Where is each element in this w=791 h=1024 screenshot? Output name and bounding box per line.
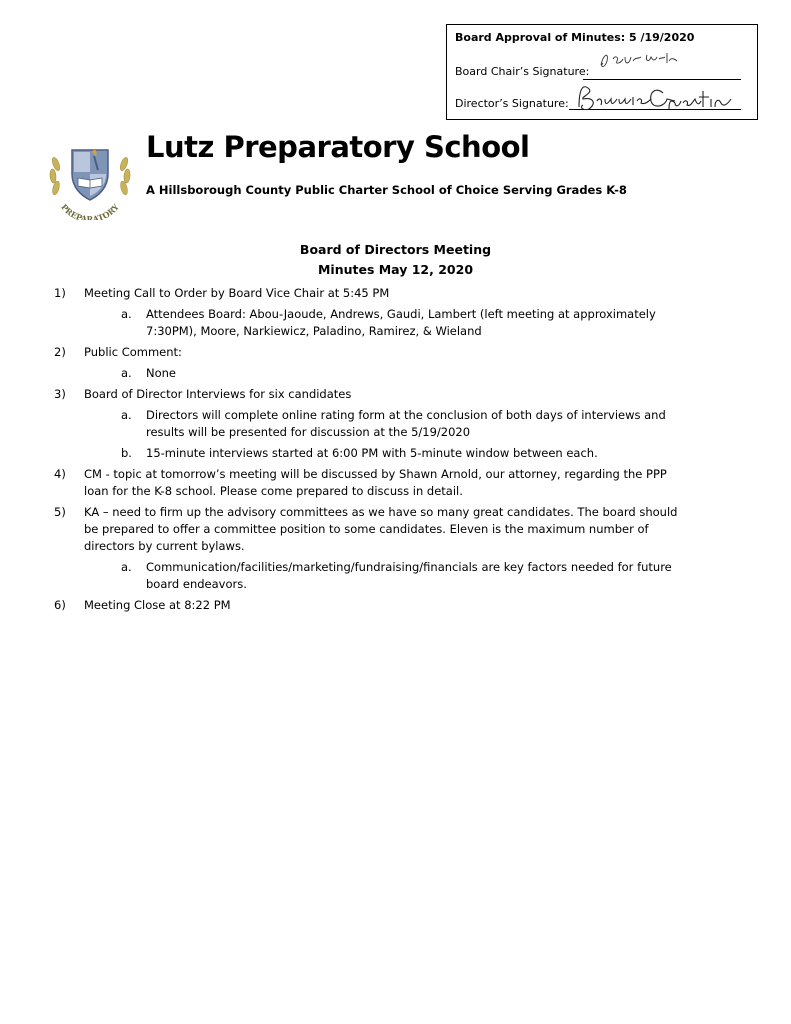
- item-number: 4): [54, 467, 66, 481]
- subitem-letter: b.: [121, 446, 132, 460]
- school-subtitle: A Hillsborough County Public Charter School of Choice Serving Grades K-8: [146, 183, 627, 197]
- item-number: 5): [54, 505, 66, 519]
- subitem-letter: a.: [121, 307, 132, 321]
- minutes-subitem: [0, 559, 791, 593]
- item-number: 3): [54, 387, 66, 401]
- minutes-item: [0, 344, 791, 361]
- chair-signature-label: Board Chair’s Signature:: [455, 65, 590, 78]
- director-signature-label: Director’s Signature:: [455, 97, 569, 110]
- subitem-text: 15-minute interviews started at 6:00 PM with 5-minute window between each.: [146, 446, 598, 460]
- item-number: 1): [54, 286, 66, 300]
- subitem-text: Directors will complete online rating form at the conclusion of both days of interviews and results will be presented for discussion at the 5/19/2020: [146, 408, 666, 439]
- director-signature: [571, 79, 746, 118]
- subitem-letter: a.: [121, 408, 132, 422]
- minutes-item: [0, 504, 791, 555]
- minutes-subitem: [0, 306, 791, 340]
- minutes-item: [0, 285, 791, 302]
- minutes-subitem: [0, 407, 791, 441]
- minutes-subitem: [0, 445, 791, 462]
- subitem-text: None: [146, 366, 177, 380]
- item-text: Board of Director Interviews for six candidates: [84, 387, 352, 401]
- school-logo: [44, 128, 136, 220]
- subitem-letter: a.: [121, 560, 132, 574]
- svg-text:PREPARATORY: [59, 202, 121, 220]
- subitem-text: Communication/facilities/marketing/fundraising/financials are key factors needed for future board endeavors.: [146, 560, 672, 591]
- school-name: Lutz Preparatory School: [146, 130, 530, 164]
- chair-signature: [595, 47, 685, 76]
- item-text: CM - topic at tomorrow’s meeting will be discussed by Shawn Arnold, our attorney, regarding the PPP loan for the K-8 school. Please come prepared to discuss in detail.: [84, 467, 667, 498]
- approval-title: Board Approval of Minutes: 5 /19/2020: [455, 31, 695, 44]
- approval-box: [446, 24, 758, 120]
- item-text: Meeting Close at 8:22 PM: [84, 598, 231, 612]
- item-number: 2): [54, 345, 66, 359]
- minutes-item: [0, 386, 791, 403]
- minutes-item: [0, 597, 791, 614]
- minutes-list: [0, 285, 791, 618]
- meeting-title: Board of Directors Meeting: [299, 242, 492, 257]
- subitem-text: Attendees Board: Abou-Jaoude, Andrews, Gaudi, Lambert (left meeting at approximately 7:30PM), Moore, Narkiewicz, Paladino, Ramirez, & Wieland: [146, 307, 656, 338]
- minutes-subitem: [0, 365, 791, 382]
- logo-text-top: [44, 128, 68, 130]
- item-text: Meeting Call to Order by Board Vice Chair at 5:45 PM: [84, 286, 390, 300]
- meeting-date: Minutes May 12, 2020: [317, 262, 474, 277]
- subitem-letter: a.: [121, 366, 132, 380]
- minutes-item: [0, 466, 791, 500]
- item-text: KA – need to firm up the advisory committees as we have so many great candidates. The board should be prepared to offer a committee position to some candidates. Eleven is the maximum number of directors by current bylaws.: [84, 505, 678, 553]
- logo-text-bottom: PREPARATORY: [59, 201, 121, 220]
- item-number: 6): [54, 598, 66, 612]
- item-text: Public Comment:: [84, 345, 182, 359]
